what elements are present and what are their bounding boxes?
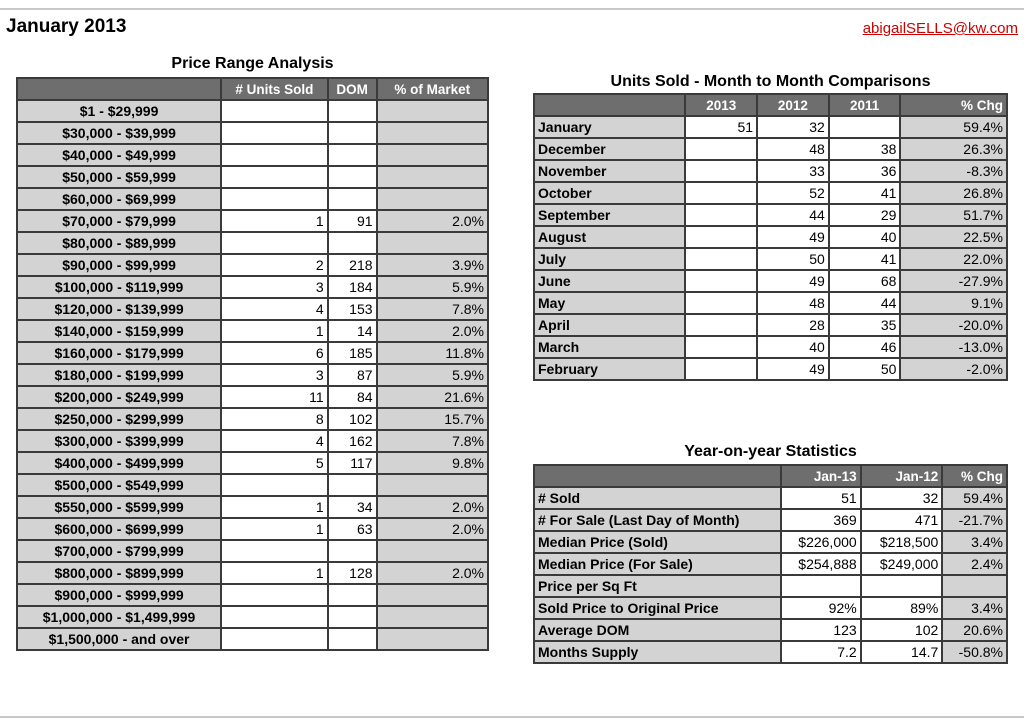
units-sold-cell (221, 166, 328, 188)
dom-cell (328, 188, 377, 210)
units-sold-cell (221, 606, 328, 628)
units-2013-cell (685, 358, 757, 380)
stat-label: Median Price (Sold) (534, 531, 781, 553)
percent-market-cell (377, 606, 488, 628)
price-range-label: $70,000 - $79,999 (17, 210, 221, 232)
yoy-title: Year-on-year Statistics (684, 443, 857, 460)
table-row (534, 270, 1007, 292)
units-2012-cell: 44 (757, 204, 829, 226)
column-header (534, 465, 781, 487)
price-range-label: $90,000 - $99,999 (17, 254, 221, 276)
month-label: February (534, 358, 685, 380)
units-2012-cell: 40 (757, 336, 829, 358)
table-row (534, 641, 1007, 663)
units-sold-cell (221, 474, 328, 496)
units-2011-cell: 35 (829, 314, 901, 336)
percent-market-cell: 3.9% (377, 254, 488, 276)
units-2013-cell (685, 204, 757, 226)
price-range-label: $120,000 - $139,999 (17, 298, 221, 320)
percent-change-cell: 26.8% (900, 182, 1007, 204)
jan12-cell: $218,500 (861, 531, 943, 553)
units-2012-cell: 48 (757, 138, 829, 160)
month-label: May (534, 292, 685, 314)
percent-market-cell (377, 122, 488, 144)
price-range-label: $60,000 - $69,999 (17, 188, 221, 210)
price-range-label: $80,000 - $89,999 (17, 232, 221, 254)
table-row (17, 298, 488, 320)
units-sold-cell (221, 232, 328, 254)
price-range-label: $600,000 - $699,999 (17, 518, 221, 540)
units-2013-cell (685, 314, 757, 336)
units-2013-cell (685, 292, 757, 314)
table-row (17, 166, 488, 188)
jan12-cell (861, 575, 943, 597)
price-range-label: $800,000 - $899,999 (17, 562, 221, 584)
column-header: % Chg (942, 465, 1007, 487)
jan13-cell: $254,888 (781, 553, 861, 575)
table-row (534, 619, 1007, 641)
stat-label: Average DOM (534, 619, 781, 641)
dom-cell: 34 (328, 496, 377, 518)
table-row (534, 314, 1007, 336)
percent-market-cell: 2.0% (377, 518, 488, 540)
table-row (17, 606, 488, 628)
column-header: DOM (328, 78, 377, 100)
jan13-cell (781, 575, 861, 597)
price-range-label: $900,000 - $999,999 (17, 584, 221, 606)
units-sold-cell: 11 (221, 386, 328, 408)
units-2011-cell: 29 (829, 204, 901, 226)
stat-label: Sold Price to Original Price (534, 597, 781, 619)
column-header: Jan-12 (861, 465, 943, 487)
units-2011-cell: 41 (829, 248, 901, 270)
units-sold-cell (221, 144, 328, 166)
units-2012-cell: 33 (757, 160, 829, 182)
table-row (534, 509, 1007, 531)
table-row (17, 496, 488, 518)
table-row (17, 276, 488, 298)
table-header-row (17, 78, 488, 100)
units-sold-cell: 2 (221, 254, 328, 276)
units-2012-cell: 49 (757, 226, 829, 248)
price-range-label: $180,000 - $199,999 (17, 364, 221, 386)
dom-cell: 84 (328, 386, 377, 408)
stat-label: # Sold (534, 487, 781, 509)
percent-market-cell (377, 188, 488, 210)
units-2011-cell: 50 (829, 358, 901, 380)
jan12-cell: 32 (861, 487, 943, 509)
percent-change-cell: -2.0% (900, 358, 1007, 380)
month-label: November (534, 160, 685, 182)
table-header-row (534, 465, 1007, 487)
month-label: January (534, 116, 685, 138)
jan13-cell: 92% (781, 597, 861, 619)
percent-market-cell: 2.0% (377, 320, 488, 342)
price-range-label: $50,000 - $59,999 (17, 166, 221, 188)
jan13-cell: 123 (781, 619, 861, 641)
units-2012-cell: 48 (757, 292, 829, 314)
percent-market-cell: 2.0% (377, 210, 488, 232)
units-sold-cell (221, 628, 328, 650)
month-label: October (534, 182, 685, 204)
percent-market-cell: 15.7% (377, 408, 488, 430)
units-2011-cell: 36 (829, 160, 901, 182)
dom-cell (328, 584, 377, 606)
table-row (534, 248, 1007, 270)
table-row (17, 540, 488, 562)
table-row (534, 597, 1007, 619)
table-row (534, 116, 1007, 138)
jan12-cell: 89% (861, 597, 943, 619)
units-2011-cell: 44 (829, 292, 901, 314)
jan13-cell: 369 (781, 509, 861, 531)
price-range-label: $30,000 - $39,999 (17, 122, 221, 144)
dom-cell: 184 (328, 276, 377, 298)
units-2011-cell: 46 (829, 336, 901, 358)
percent-change-cell: 22.0% (900, 248, 1007, 270)
table-row (534, 138, 1007, 160)
percent-market-cell: 5.9% (377, 364, 488, 386)
dom-cell (328, 100, 377, 122)
percent-market-cell: 7.8% (377, 298, 488, 320)
table-row (534, 336, 1007, 358)
units-2011-cell: 41 (829, 182, 901, 204)
units-sold-cell: 3 (221, 276, 328, 298)
jan12-cell: 471 (861, 509, 943, 531)
units-sold-cell: 6 (221, 342, 328, 364)
yoy-statistics-table (533, 464, 1008, 664)
units-2011-cell: 68 (829, 270, 901, 292)
jan13-cell: $226,000 (781, 531, 861, 553)
price-range-label: $140,000 - $159,999 (17, 320, 221, 342)
percent-change-cell: -13.0% (900, 336, 1007, 358)
price-range-label: $250,000 - $299,999 (17, 408, 221, 430)
table-row (17, 188, 488, 210)
jan12-cell: 14.7 (861, 641, 943, 663)
dom-cell (328, 474, 377, 496)
price-range-label: $400,000 - $499,999 (17, 452, 221, 474)
percent-change-cell: 20.6% (942, 619, 1007, 641)
units-sold-cell (221, 122, 328, 144)
percent-change-cell: 3.4% (942, 531, 1007, 553)
units-sold-cell: 3 (221, 364, 328, 386)
table-row (17, 430, 488, 452)
percent-market-cell: 9.8% (377, 452, 488, 474)
units-sold-cell (221, 100, 328, 122)
table-row (17, 628, 488, 650)
units-2013-cell: 51 (685, 116, 757, 138)
month-label: September (534, 204, 685, 226)
units-2012-cell: 49 (757, 270, 829, 292)
table-row (534, 292, 1007, 314)
units-2011-cell: 38 (829, 138, 901, 160)
percent-market-cell (377, 100, 488, 122)
percent-market-cell (377, 540, 488, 562)
units-2012-cell: 49 (757, 358, 829, 380)
column-header: % of Market (377, 78, 488, 100)
table-row (534, 204, 1007, 226)
price-range-label: $1,000,000 - $1,499,999 (17, 606, 221, 628)
dom-cell (328, 606, 377, 628)
table-row (17, 144, 488, 166)
percent-change-cell: 59.4% (900, 116, 1007, 138)
percent-change-cell: -50.8% (942, 641, 1007, 663)
dom-cell (328, 144, 377, 166)
table-row (17, 474, 488, 496)
price-range-label: $1,500,000 - and over (17, 628, 221, 650)
month-label: April (534, 314, 685, 336)
dom-cell (328, 628, 377, 650)
dom-cell (328, 232, 377, 254)
percent-market-cell (377, 474, 488, 496)
table-row (17, 320, 488, 342)
percent-change-cell: 9.1% (900, 292, 1007, 314)
table-row (17, 342, 488, 364)
percent-change-cell: 51.7% (900, 204, 1007, 226)
units-2013-cell (685, 160, 757, 182)
percent-market-cell: 2.0% (377, 496, 488, 518)
units-2013-cell (685, 270, 757, 292)
percent-market-cell (377, 166, 488, 188)
percent-change-cell: -21.7% (942, 509, 1007, 531)
column-header: 2012 (757, 94, 829, 116)
units-sold-cell: 1 (221, 496, 328, 518)
table-row (534, 487, 1007, 509)
bottom-divider (0, 716, 1024, 718)
percent-change-cell: -27.9% (900, 270, 1007, 292)
table-row (534, 358, 1007, 380)
units-sold-cell: 1 (221, 320, 328, 342)
units-sold-cell (221, 584, 328, 606)
percent-change-cell: 22.5% (900, 226, 1007, 248)
dom-cell (328, 166, 377, 188)
price-range-label: $500,000 - $549,999 (17, 474, 221, 496)
column-header: Jan-13 (781, 465, 861, 487)
table-row (17, 254, 488, 276)
dom-cell: 63 (328, 518, 377, 540)
column-header: # Units Sold (221, 78, 328, 100)
table-row (534, 182, 1007, 204)
month-label: July (534, 248, 685, 270)
percent-change-cell: 59.4% (942, 487, 1007, 509)
units-2013-cell (685, 226, 757, 248)
month-label: June (534, 270, 685, 292)
table-row (17, 584, 488, 606)
units-sold-cell: 4 (221, 430, 328, 452)
dom-cell (328, 540, 377, 562)
top-divider (0, 8, 1024, 10)
price-range-title: Price Range Analysis (171, 55, 334, 72)
units-2013-cell (685, 336, 757, 358)
percent-market-cell (377, 232, 488, 254)
units-sold-cell (221, 540, 328, 562)
email-link[interactable]: abigailSELLS@kw.com (862, 20, 1018, 37)
price-range-label: $200,000 - $249,999 (17, 386, 221, 408)
price-range-label: $160,000 - $179,999 (17, 342, 221, 364)
percent-change-cell: 3.4% (942, 597, 1007, 619)
percent-market-cell (377, 628, 488, 650)
percent-change-cell: -20.0% (900, 314, 1007, 336)
dom-cell: 218 (328, 254, 377, 276)
table-header-row (534, 94, 1007, 116)
percent-change-cell (942, 575, 1007, 597)
stat-label: Months Supply (534, 641, 781, 663)
page-title: January 2013 (6, 16, 127, 37)
dom-cell: 87 (328, 364, 377, 386)
table-row (17, 122, 488, 144)
month-label: December (534, 138, 685, 160)
price-range-label: $1 - $29,999 (17, 100, 221, 122)
stat-label: Median Price (For Sale) (534, 553, 781, 575)
table-row (534, 226, 1007, 248)
units-sold-cell: 1 (221, 210, 328, 232)
jan12-cell: 102 (861, 619, 943, 641)
table-row (534, 553, 1007, 575)
dom-cell (328, 122, 377, 144)
units-2013-cell (685, 248, 757, 270)
table-row (534, 160, 1007, 182)
units-sold-cell: 4 (221, 298, 328, 320)
percent-market-cell (377, 144, 488, 166)
table-row (17, 452, 488, 474)
price-range-label: $100,000 - $119,999 (17, 276, 221, 298)
stat-label: # For Sale (Last Day of Month) (534, 509, 781, 531)
units-2012-cell: 32 (757, 116, 829, 138)
table-row (17, 232, 488, 254)
dom-cell: 162 (328, 430, 377, 452)
table-row (17, 386, 488, 408)
price-range-label: $700,000 - $799,999 (17, 540, 221, 562)
dom-cell: 102 (328, 408, 377, 430)
percent-market-cell: 11.8% (377, 342, 488, 364)
table-row (17, 562, 488, 584)
table-row (534, 575, 1007, 597)
table-row (17, 364, 488, 386)
percent-market-cell: 21.6% (377, 386, 488, 408)
dom-cell: 128 (328, 562, 377, 584)
units-sold-cell (221, 188, 328, 210)
price-range-label: $40,000 - $49,999 (17, 144, 221, 166)
price-range-label: $550,000 - $599,999 (17, 496, 221, 518)
units-sold-table (533, 93, 1008, 381)
price-range-table (16, 77, 489, 651)
column-header: 2013 (685, 94, 757, 116)
units-sold-cell: 5 (221, 452, 328, 474)
percent-change-cell: 26.3% (900, 138, 1007, 160)
units-2011-cell (829, 116, 901, 138)
jan13-cell: 51 (781, 487, 861, 509)
percent-market-cell: 2.0% (377, 562, 488, 584)
stat-label: Price per Sq Ft (534, 575, 781, 597)
units-sold-cell: 1 (221, 518, 328, 540)
column-header: % Chg (900, 94, 1007, 116)
percent-market-cell: 5.9% (377, 276, 488, 298)
percent-market-cell: 7.8% (377, 430, 488, 452)
dom-cell: 117 (328, 452, 377, 474)
dom-cell: 14 (328, 320, 377, 342)
jan13-cell: 7.2 (781, 641, 861, 663)
table-row (534, 531, 1007, 553)
column-header (17, 78, 221, 100)
dom-cell: 153 (328, 298, 377, 320)
table-row (17, 100, 488, 122)
table-row (17, 518, 488, 540)
dom-cell: 91 (328, 210, 377, 232)
percent-change-cell: -8.3% (900, 160, 1007, 182)
table-row (17, 408, 488, 430)
units-2011-cell: 40 (829, 226, 901, 248)
month-label: March (534, 336, 685, 358)
percent-change-cell: 2.4% (942, 553, 1007, 575)
units-2013-cell (685, 182, 757, 204)
price-range-label: $300,000 - $399,999 (17, 430, 221, 452)
table-row (17, 210, 488, 232)
column-header (534, 94, 685, 116)
percent-market-cell (377, 584, 488, 606)
dom-cell: 185 (328, 342, 377, 364)
units-sold-title: Units Sold - Month to Month Comparisons (610, 73, 931, 90)
jan12-cell: $249,000 (861, 553, 943, 575)
column-header: 2011 (829, 94, 901, 116)
units-2012-cell: 28 (757, 314, 829, 336)
units-2013-cell (685, 138, 757, 160)
units-sold-cell: 8 (221, 408, 328, 430)
units-2012-cell: 50 (757, 248, 829, 270)
units-2012-cell: 52 (757, 182, 829, 204)
units-sold-cell: 1 (221, 562, 328, 584)
month-label: August (534, 226, 685, 248)
